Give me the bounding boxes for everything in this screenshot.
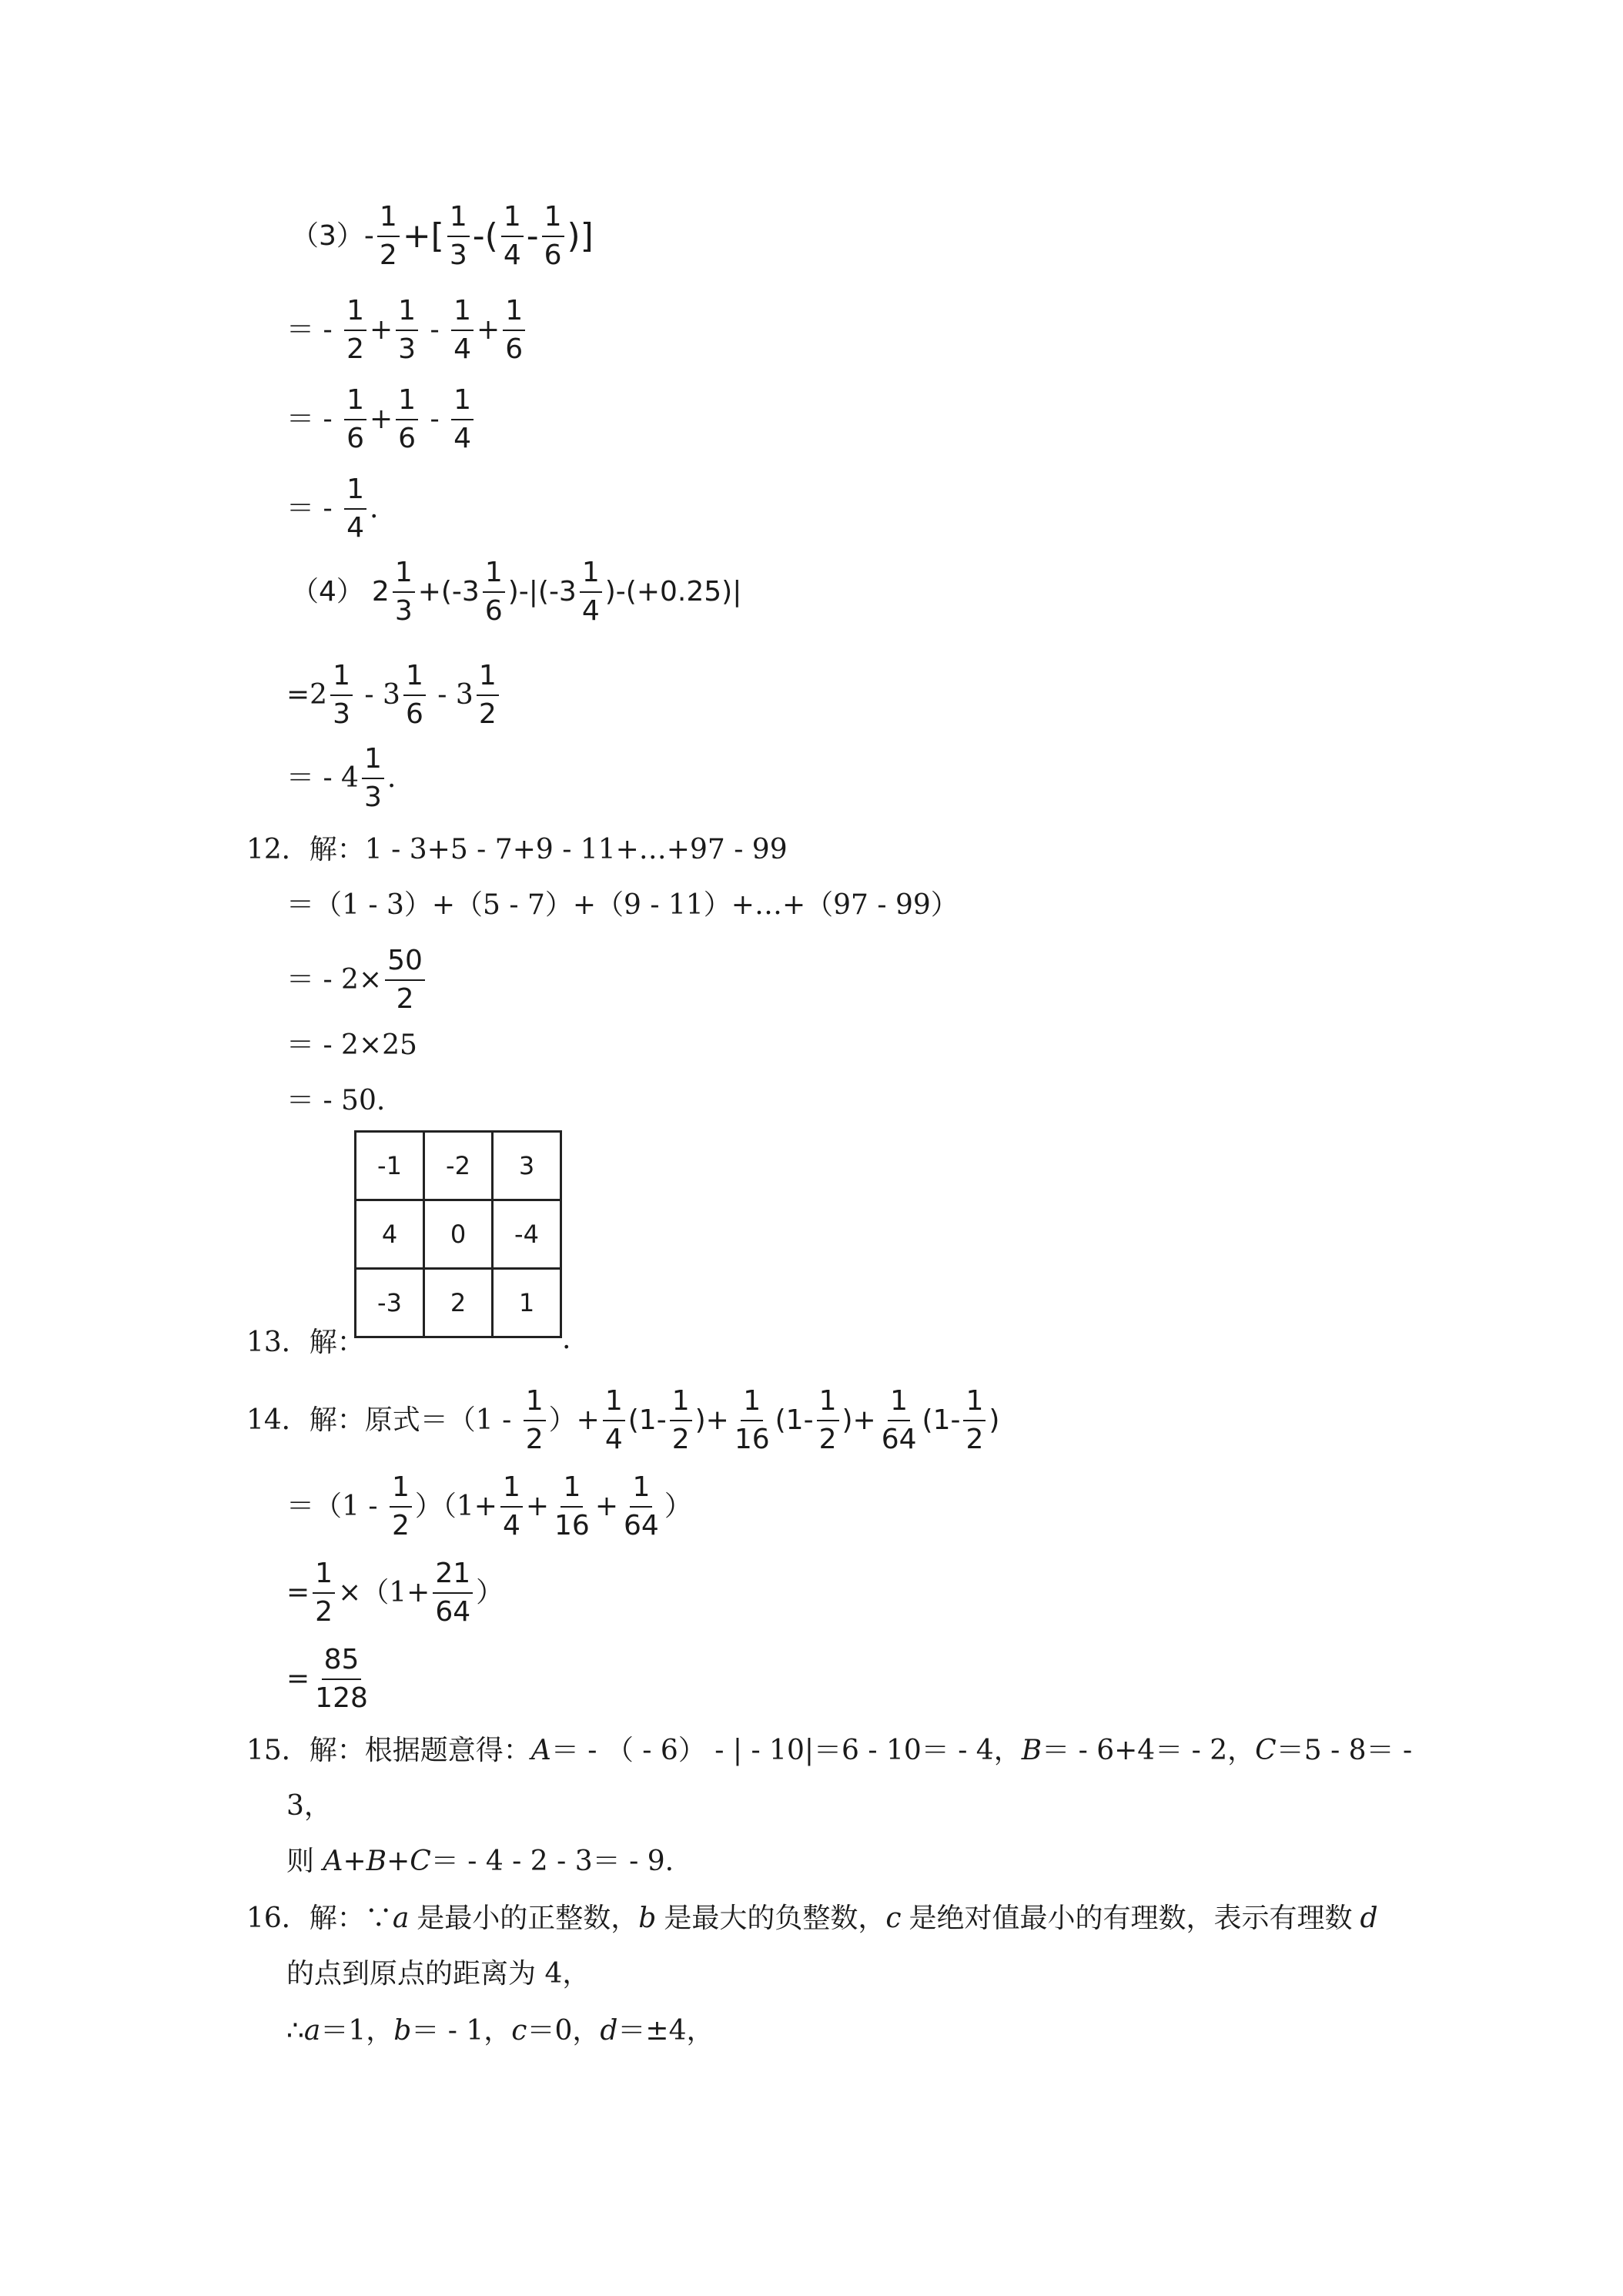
denominator: 6 xyxy=(544,239,562,271)
variable: b xyxy=(393,2015,412,2047)
equals-prefix: ＝ - xyxy=(286,313,342,346)
numerator: 1 xyxy=(524,1386,546,1421)
period: . xyxy=(387,761,397,794)
text: ＝ - 6+4＝ - 2， xyxy=(1042,1735,1256,1766)
numerator: 1 xyxy=(501,202,524,237)
fraction xyxy=(552,1472,592,1541)
denominator: 2 xyxy=(346,333,364,365)
text: ＝±4， xyxy=(617,2015,714,2047)
problem-3-expression: （3） - $\frac{1}{2}$ +[ $\frac{1}{3}$ -( $\frac{1}{4}$ - $\frac{1}{6}$ )] xyxy=(291,201,594,271)
variable: d xyxy=(600,2015,618,2047)
variable: a xyxy=(392,1903,410,1934)
denominator: 4 xyxy=(502,1509,520,1541)
denominator: 2 xyxy=(478,698,497,730)
variable: A+B+C xyxy=(323,1846,431,1877)
q15-line-1 xyxy=(246,1737,1412,1765)
text: ）（1+ xyxy=(414,1490,497,1522)
fraction xyxy=(377,202,400,270)
text: = xyxy=(286,1662,310,1695)
q14-line-1 xyxy=(246,1386,999,1454)
denominator: 64 xyxy=(624,1509,659,1541)
denominator: 2 xyxy=(315,1595,333,1628)
q14-line-2 xyxy=(286,1472,692,1541)
problem-label: （3） xyxy=(291,219,364,252)
q12-line-3 xyxy=(286,946,428,1014)
expression-part: )-(+0.25)| xyxy=(604,575,742,607)
denominator: 3 xyxy=(398,333,417,365)
fraction xyxy=(344,296,366,364)
text: 则 xyxy=(286,1846,323,1877)
variable: a xyxy=(303,2015,321,2047)
q12-line-2 xyxy=(286,889,959,921)
text: 3， xyxy=(286,1790,332,1822)
fraction xyxy=(396,385,418,454)
denominator: 2 xyxy=(391,1509,410,1541)
text: 13．解： xyxy=(246,1327,365,1358)
denominator: 128 xyxy=(315,1682,368,1714)
denominator: 64 xyxy=(435,1595,471,1628)
numerator: 1 xyxy=(313,1558,335,1594)
denominator: 3 xyxy=(333,698,350,730)
fraction xyxy=(403,661,426,729)
numerator: 1 xyxy=(344,385,366,420)
fraction xyxy=(451,296,474,364)
problem-3-step-3 xyxy=(286,474,378,543)
equals-prefix: ＝ - xyxy=(286,492,342,524)
numerator: 1 xyxy=(396,385,418,420)
fraction xyxy=(385,946,425,1014)
fraction xyxy=(344,474,366,543)
q14-line-4 xyxy=(286,1645,373,1713)
q15-line-2 xyxy=(286,1792,332,1820)
denominator: 2 xyxy=(396,982,414,1015)
numerator: 1 xyxy=(344,474,366,510)
numerator: 1 xyxy=(603,1386,625,1421)
equals-prefix: ＝ - 4 xyxy=(286,761,359,794)
denominator: 4 xyxy=(503,239,521,271)
numerator: 1 xyxy=(451,296,474,331)
text: ）+ xyxy=(548,1404,600,1436)
denominator: 6 xyxy=(398,422,417,454)
grid-cell: 1 xyxy=(493,1269,561,1337)
numerator: 1 xyxy=(542,202,564,237)
q14-line-3 xyxy=(286,1558,504,1627)
denominator: 2 xyxy=(379,239,397,271)
fraction xyxy=(344,385,366,454)
text: 的点到原点的距离为 4， xyxy=(286,1958,591,1990)
grid-cell: 4 xyxy=(356,1200,424,1269)
q13-label xyxy=(246,1329,365,1357)
variable: b xyxy=(638,1903,657,1934)
denominator: 4 xyxy=(581,594,600,627)
grid-row xyxy=(356,1132,561,1200)
variable: c xyxy=(885,1903,902,1934)
denominator: 2 xyxy=(818,1423,837,1455)
text: (1- xyxy=(922,1404,961,1436)
denominator: 3 xyxy=(363,781,382,813)
denominator: 2 xyxy=(525,1423,544,1455)
text: 15．解：根据题意得： xyxy=(246,1735,531,1766)
denominator: 2 xyxy=(965,1423,984,1455)
fraction xyxy=(963,1386,986,1454)
fraction xyxy=(393,557,415,626)
text: 是绝对值最小的有理数，表示有理数 xyxy=(909,1903,1353,1934)
text: ＝ - 1， xyxy=(411,2015,512,2047)
equals-prefix: ＝ - xyxy=(286,403,342,435)
fraction xyxy=(542,202,564,270)
numerator: 1 xyxy=(344,296,366,331)
numerator: 85 xyxy=(322,1645,362,1680)
whole-number: 2 xyxy=(371,575,390,607)
fraction xyxy=(603,1386,625,1454)
q12-line-5 xyxy=(286,1087,385,1115)
magic-square-grid xyxy=(354,1130,562,1338)
numerator: 50 xyxy=(385,946,425,981)
fraction xyxy=(362,744,384,812)
numerator: 1 xyxy=(503,296,525,331)
numerator: 1 xyxy=(483,557,505,593)
operator: + xyxy=(477,313,500,346)
fraction xyxy=(879,1386,919,1454)
text: 12．解：1 - 3+5 - 7+9 - 11+…+97 - 99 xyxy=(246,834,788,865)
grid-cell: -1 xyxy=(356,1132,424,1200)
operator: - 3 xyxy=(428,678,474,711)
text: + xyxy=(594,1490,619,1522)
numerator: 1 xyxy=(396,296,418,331)
fraction xyxy=(396,296,418,364)
fraction xyxy=(524,1386,546,1454)
numerator: 1 xyxy=(561,1472,583,1508)
numerator: 1 xyxy=(393,557,415,593)
text: ) xyxy=(989,1404,1000,1436)
text: (1- xyxy=(775,1404,814,1436)
denominator: 4 xyxy=(453,333,472,365)
denominator: 16 xyxy=(734,1423,770,1455)
period: . xyxy=(369,492,379,524)
text: ＝1， xyxy=(320,2015,394,2047)
fraction xyxy=(477,661,499,729)
text: 是最大的负整数， xyxy=(664,1903,886,1934)
fraction xyxy=(732,1386,772,1454)
denominator: 3 xyxy=(394,594,413,627)
numerator: 1 xyxy=(330,661,353,696)
variable: B xyxy=(1021,1735,1042,1766)
text: ＝0， xyxy=(527,2015,601,2047)
fraction xyxy=(817,1386,839,1454)
denominator: 4 xyxy=(453,422,472,454)
q13-period xyxy=(562,1326,571,1354)
fraction xyxy=(483,557,505,626)
grid-cell: -2 xyxy=(424,1132,493,1200)
expression-part: )-|(-3 xyxy=(507,575,577,607)
q15-line-3 xyxy=(286,1848,674,1876)
denominator: 4 xyxy=(346,511,364,544)
variable: A xyxy=(530,1735,551,1766)
numerator: 1 xyxy=(963,1386,986,1421)
denominator: 16 xyxy=(554,1509,590,1541)
problem-3-step-1 xyxy=(286,296,528,364)
problem-label: （4） xyxy=(291,575,364,607)
problem-4-expression xyxy=(291,557,741,626)
denominator: 3 xyxy=(449,239,467,271)
numerator: 21 xyxy=(433,1558,473,1594)
denominator: 6 xyxy=(346,422,364,454)
denominator: 4 xyxy=(604,1423,623,1455)
text: ＝ - 50. xyxy=(286,1085,386,1116)
problem-4-step-2 xyxy=(286,744,396,812)
text: ＝（1 - xyxy=(286,1490,387,1522)
numerator: 1 xyxy=(580,557,602,593)
numerator: 1 xyxy=(670,1386,692,1421)
numerator: 1 xyxy=(630,1472,652,1508)
denominator: 2 xyxy=(671,1423,690,1455)
numerator: 1 xyxy=(477,661,499,696)
grid-cell: 3 xyxy=(493,1132,561,1200)
fraction xyxy=(313,1645,370,1713)
variable: c xyxy=(511,2015,527,2047)
numerator: 1 xyxy=(817,1386,839,1421)
problem-3-step-2 xyxy=(286,385,477,454)
q16-line-3 xyxy=(286,2017,714,2045)
variable: C xyxy=(1255,1735,1277,1766)
denominator: 6 xyxy=(505,333,524,365)
numerator: 1 xyxy=(362,744,384,779)
numerator: 1 xyxy=(888,1386,910,1421)
numerator: 1 xyxy=(377,202,400,237)
operator: - 3 xyxy=(355,678,400,711)
text: ×（1+ xyxy=(338,1576,430,1608)
text: ∴ xyxy=(286,2015,304,2047)
fraction xyxy=(313,1558,335,1627)
grid-cell: -4 xyxy=(493,1200,561,1269)
text: ＝5 - 8＝ - xyxy=(1276,1735,1413,1766)
problem-4-step-1 xyxy=(286,661,502,729)
fraction xyxy=(330,661,353,729)
operator: - xyxy=(421,313,449,346)
denominator: 6 xyxy=(405,698,423,730)
fraction xyxy=(500,1472,523,1541)
text: ＝ - 2×25 xyxy=(286,1029,417,1061)
grid-cell: -3 xyxy=(356,1269,424,1337)
fraction xyxy=(580,557,602,626)
text: )+ xyxy=(694,1404,729,1436)
grid-cell: 0 xyxy=(424,1200,493,1269)
text: + xyxy=(525,1490,550,1522)
text: 16．解：∵ xyxy=(246,1903,393,1934)
fraction xyxy=(501,202,524,270)
denominator: 6 xyxy=(484,594,503,627)
grid-row xyxy=(356,1200,561,1269)
q12-line-1 xyxy=(246,836,788,864)
numerator: 1 xyxy=(390,1472,412,1508)
numerator: 1 xyxy=(500,1472,523,1508)
numerator: 1 xyxy=(741,1386,763,1421)
grid-row xyxy=(356,1269,561,1337)
fraction xyxy=(503,296,525,364)
fraction xyxy=(447,202,470,270)
text: ） xyxy=(664,1490,692,1522)
text: ） xyxy=(476,1576,504,1608)
minus-sign: - xyxy=(363,219,374,252)
denominator: 64 xyxy=(881,1423,917,1455)
numerator: 1 xyxy=(403,661,426,696)
q16-line-1 xyxy=(246,1905,1378,1933)
text: ＝ - （ - 6） - | - 10|＝6 - 10＝ - 4， xyxy=(550,1735,1022,1766)
text: ＝ - 4 - 2 - 3＝ - 9. xyxy=(430,1846,674,1877)
numerator: 1 xyxy=(447,202,470,237)
text: 是最小的正整数， xyxy=(417,1903,639,1934)
q16-line-2 xyxy=(286,1960,590,1988)
expression-part: +(-3 xyxy=(417,575,480,607)
numerator: 1 xyxy=(451,385,474,420)
fraction xyxy=(621,1472,661,1541)
variable: d xyxy=(1360,1903,1378,1934)
fraction xyxy=(433,1558,473,1627)
q12-line-4 xyxy=(286,1029,417,1061)
fraction xyxy=(451,385,474,454)
text: ＝（1 - 3）+（5 - 7）+（9 - 11）+…+（97 - 99） xyxy=(286,889,959,921)
operator: + xyxy=(369,403,393,435)
grid-cell: 2 xyxy=(424,1269,493,1337)
fraction xyxy=(390,1472,412,1541)
text: (1- xyxy=(627,1404,667,1436)
period: . xyxy=(562,1324,571,1355)
text: = xyxy=(286,1576,310,1608)
equals-prefix: =2 xyxy=(286,678,328,711)
operator: + xyxy=(369,313,393,346)
text: 14．解：原式＝（1 - xyxy=(246,1404,520,1436)
operator: - xyxy=(421,403,449,435)
magic-square-table xyxy=(354,1130,562,1338)
text: ＝ - 2× xyxy=(286,963,383,996)
fraction xyxy=(670,1386,692,1454)
text: )+ xyxy=(842,1404,876,1436)
